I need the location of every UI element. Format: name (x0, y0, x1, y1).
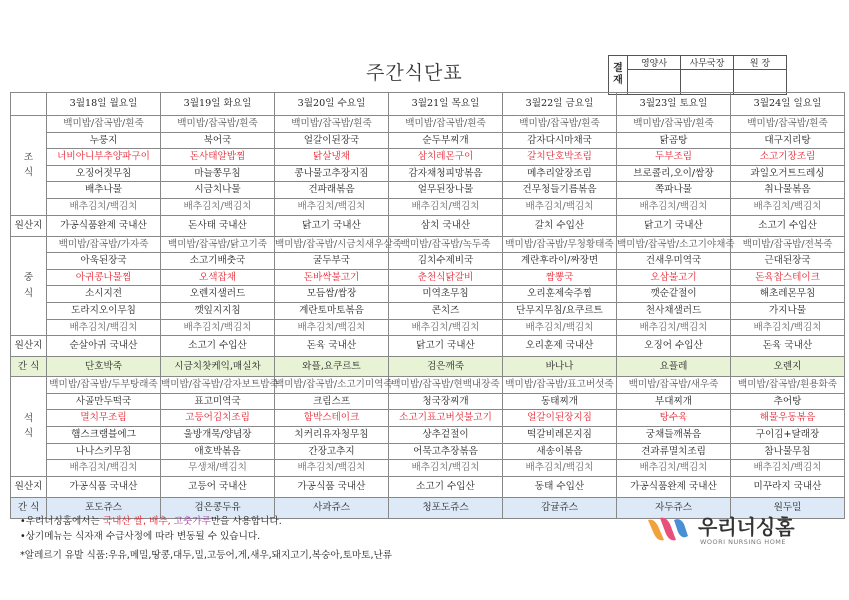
soup-item: 아욱된장국 (47, 253, 161, 270)
main-dish-item: 두부조림 (617, 149, 731, 166)
kimchi-item: 배추김치/백김치 (731, 460, 845, 477)
soup-item: 건새우미역국 (617, 253, 731, 270)
approval-sign-2 (681, 70, 734, 95)
main-dish-item: 돈사태알밥찜 (161, 149, 275, 166)
lunch-main-row (11, 269, 845, 286)
kimchi-item: 배추김치/백김치 (617, 198, 731, 215)
breakfast-side1-row (11, 165, 845, 182)
note-1-pre: •우리너싱홈에서는 (20, 516, 103, 527)
day-header: 3월24일 일요일 (731, 93, 845, 116)
soup-item: 감자다시마채국 (503, 132, 617, 149)
dinner-side2-row (11, 443, 845, 460)
kimchi-item: 배추김치/백김치 (389, 198, 503, 215)
side-dish-item: 궁채들깨볶음 (617, 426, 731, 443)
day-header: 3월21일 목요일 (389, 93, 503, 116)
main-dish-item: 아귀콩나물찜 (47, 269, 161, 286)
kimchi-item: 배추김치/백김치 (275, 460, 389, 477)
side-dish-item: 메추리알장조림 (503, 165, 617, 182)
rice-item: 백미밥/잡곡밥/두부탕래죽 (47, 377, 161, 394)
dinner-origin-row (11, 476, 845, 497)
origin-item: 닭고기 국내산 (389, 336, 503, 357)
rice-item: 백미밥/잡곡밥/흰죽 (47, 116, 161, 133)
side-dish-item: 간장고추지 (275, 443, 389, 460)
rice-item: 백미밥/잡곡밥/전복죽 (731, 236, 845, 253)
soup-item: 닭곰탕 (617, 132, 731, 149)
kimchi-item: 배추김치/백김치 (617, 319, 731, 336)
soup-item: 소고기배춧국 (161, 253, 275, 270)
kimchi-item: 배추김치/백김치 (47, 198, 161, 215)
origin-item: 가공식품완제 국내산 (617, 476, 731, 497)
side-dish-item: 나나스키무침 (47, 443, 161, 460)
main-dish-item: 해물우동볶음 (731, 410, 845, 427)
origin-item: 돈육 국내산 (275, 336, 389, 357)
side-dish-item: 마늘쫑무침 (161, 165, 275, 182)
side-dish-item: 단무지무침/요쿠르트 (503, 302, 617, 319)
snack-item: 검은깨죽 (389, 357, 503, 377)
side-dish-item: 건무청들기름볶음 (503, 182, 617, 199)
kimchi-item: 배추김치/백김치 (161, 319, 275, 336)
note-1-highlight-1: 국내산 쌀, 배추, (102, 516, 171, 527)
main-dish-item: 짬뽕국 (503, 269, 617, 286)
rice-item: 백미밥/잡곡밥/흰죽 (161, 116, 275, 133)
kimchi-item: 배추김치/백김치 (617, 460, 731, 477)
corner-cell (11, 93, 47, 116)
dinner-rice-row (11, 377, 845, 394)
side-dish-item: 콘치즈 (389, 302, 503, 319)
snack-item: 요플레 (617, 357, 731, 377)
side-dish-item: 얼무된장나물 (389, 182, 503, 199)
kimchi-item: 배추김치/백김치 (389, 460, 503, 477)
side-dish-item: 오리훈제숙주찜 (503, 286, 617, 303)
kimchi-item: 배추김치/백김치 (731, 198, 845, 215)
soup-item: 동태찌개 (503, 393, 617, 410)
breakfast-main-row (11, 149, 845, 166)
soup-item: 청국장찌개 (389, 393, 503, 410)
rice-item: 백미밥/잡곡밥/가자죽 (47, 236, 161, 253)
side-dish-item: 햄스크램블에그 (47, 426, 161, 443)
side-dish-item: 쪽파나물 (617, 182, 731, 199)
day-header: 3월18일 월요일 (47, 93, 161, 116)
note-line-2: •상기메뉴는 식자재 수급사정에 따라 변동될 수 있습니다. (20, 531, 261, 542)
side-dish-item: 도라지오이무침 (47, 302, 161, 319)
rice-item: 백미밥/잡곡밥/흰죽 (275, 116, 389, 133)
dinner-kimchi-row (11, 460, 845, 477)
breakfast-origin-row (11, 215, 845, 236)
dinner-label: 석식 (11, 377, 47, 477)
origin-label: 원산지 (11, 336, 47, 357)
origin-item: 소고기 수입산 (161, 336, 275, 357)
main-dish-item: 함박스테이크 (275, 410, 389, 427)
rice-item: 백미밥/잡곡밥/시금치새우살죽 (275, 236, 389, 253)
rice-item: 백미밥/잡곡밥/소고기야채죽 (617, 236, 731, 253)
approval-role-2: 사무국장 (681, 56, 734, 70)
side-dish-item: 치커리유자청무침 (275, 426, 389, 443)
approval-role-1: 영양사 (628, 56, 681, 70)
soup-item: 근대된장국 (731, 253, 845, 270)
main-dish-item: 소고기장조림 (731, 149, 845, 166)
origin-item: 닭고기 국내산 (275, 215, 389, 236)
origin-item: 갈치 수입산 (503, 215, 617, 236)
soup-item: 얼갈이된장국 (275, 132, 389, 149)
soup-item: 표고미역국 (161, 393, 275, 410)
rice-item: 백미밥/잡곡밥/녹두죽 (389, 236, 503, 253)
snack-item: 시금치찻케익,매실차 (161, 357, 275, 377)
lunch-label: 중식 (11, 236, 47, 336)
snack-item: 오렌지 (731, 357, 845, 377)
main-dish-item: 너비아니부추양파구이 (47, 149, 161, 166)
origin-item: 동태 수입산 (503, 476, 617, 497)
origin-item: 오징어 수입산 (617, 336, 731, 357)
kimchi-item: 무생채/백김치 (161, 460, 275, 477)
soup-item: 계란후라이/짜장면 (503, 253, 617, 270)
dinner-side1-row (11, 426, 845, 443)
rice-item: 백미밥/잡곡밥/새우죽 (617, 377, 731, 394)
day-header: 3월22일 금요일 (503, 93, 617, 116)
side-dish-item: 배추나물 (47, 182, 161, 199)
lunch-kimchi-row (11, 319, 845, 336)
side-dish-item: 오렌지샐러드 (161, 286, 275, 303)
rice-item: 백미밥/잡곡밥/닭고기죽 (161, 236, 275, 253)
breakfast-rice-row (11, 116, 845, 133)
snack1-row (11, 357, 845, 377)
snack-item: 와플,요쿠르트 (275, 357, 389, 377)
side-dish-item: 과일오거트드레싱 (731, 165, 845, 182)
side-dish-item: 천사채샐러드 (617, 302, 731, 319)
soup-item: 김치수제비국 (389, 253, 503, 270)
day-header: 3월20일 수요일 (275, 93, 389, 116)
approval-sign-3 (734, 70, 787, 95)
rice-item: 백미밥/잡곡밥/감자보트밥죽 (161, 377, 275, 394)
note-line-1 (20, 513, 282, 527)
day-header: 3월19일 화요일 (161, 93, 275, 116)
breakfast-soup-row (11, 132, 845, 149)
side-dish-item: 깻잎지지침 (161, 302, 275, 319)
lunch-side2-row (11, 302, 845, 319)
main-dish-item: 고등어김치조림 (161, 410, 275, 427)
main-dish-item: 삼치레몬구이 (389, 149, 503, 166)
dinner-main-row (11, 410, 845, 427)
snack-item: 단호박죽 (47, 357, 161, 377)
soup-item: 북어국 (161, 132, 275, 149)
main-dish-item: 오삼불고기 (617, 269, 731, 286)
side-dish-item: 브로콜리,오이/쌈장 (617, 165, 731, 182)
side-dish-item: 오징어젓무침 (47, 165, 161, 182)
snack-item: 원두밀 (731, 497, 845, 518)
snack-item: 사과쥬스 (275, 497, 389, 518)
origin-label: 원산지 (11, 215, 47, 236)
approval-sign-1 (628, 70, 681, 95)
side-dish-item: 애호박볶음 (161, 443, 275, 460)
side-dish-item: 감자채청피망볶음 (389, 165, 503, 182)
rice-item: 백미밥/잡곡밥/표고버섯죽 (503, 377, 617, 394)
main-dish-item: 소고기표고버섯불고기 (389, 410, 503, 427)
side-dish-item: 떡갈비레몬지짐 (503, 426, 617, 443)
kimchi-item: 배추김치/백김치 (389, 319, 503, 336)
soup-item: 추어탕 (731, 393, 845, 410)
snack-label: 간 식 (11, 497, 47, 518)
snack-label: 간 식 (11, 357, 47, 377)
day-header-row (11, 93, 845, 116)
side-dish-item: 참나물무침 (731, 443, 845, 460)
approval-label: 결재 (609, 56, 628, 95)
origin-label: 원산지 (11, 476, 47, 497)
rice-item: 백미밥/잡곡밥/흰죽 (389, 116, 503, 133)
page-title: 주간식단표 (366, 62, 463, 84)
origin-item: 가공식품완제 국내산 (47, 215, 161, 236)
origin-item: 고등어 국내산 (161, 476, 275, 497)
lunch-soup-row (11, 253, 845, 270)
kimchi-item: 배추김치/백김치 (161, 198, 275, 215)
side-dish-item: 시금치나물 (161, 182, 275, 199)
note-line-3: *알레르기 유발 식품:우유,메밀,땅콩,대두,밀,고등어,게,새우,돼지고기,복숭아,토마토,난류 (20, 550, 393, 561)
approval-box (608, 55, 787, 95)
main-dish-item: 갈치단호박조림 (503, 149, 617, 166)
origin-item: 삼치 국내산 (389, 215, 503, 236)
brand-logo-icon (646, 514, 690, 544)
lunch-rice-row (11, 236, 845, 253)
kimchi-item: 배추김치/백김치 (503, 460, 617, 477)
lunch-origin-row (11, 336, 845, 357)
snack-item: 자두쥬스 (617, 497, 731, 518)
soup-item: 부대찌개 (617, 393, 731, 410)
main-dish-item: 멸치무조림 (47, 410, 161, 427)
kimchi-item: 배추김치/백김치 (503, 198, 617, 215)
brand-name: 우리너싱홈 (698, 515, 795, 539)
soup-item: 누룽지 (47, 132, 161, 149)
side-dish-item: 상추겉절이 (389, 426, 503, 443)
brand-subtitle: WOORI NURSING HOME (700, 538, 787, 546)
breakfast-side2-row (11, 182, 845, 199)
origin-item: 오리훈제 국내산 (503, 336, 617, 357)
origin-item: 돈사태 국내산 (161, 215, 275, 236)
soup-item: 크림스프 (275, 393, 389, 410)
rice-item: 백미밥/잡곡밥/흰죽 (731, 116, 845, 133)
snack-item: 포도쥬스 (47, 497, 161, 518)
side-dish-item: 계란토마토볶음 (275, 302, 389, 319)
rice-item: 백미밥/잡곡밥/현백내장죽 (389, 377, 503, 394)
main-dish-item: 돈육찹스테이크 (731, 269, 845, 286)
origin-item: 가공식품 국내산 (47, 476, 161, 497)
main-dish-item: 얼갈이된장지짐 (503, 410, 617, 427)
kimchi-item: 배추김치/백김치 (731, 319, 845, 336)
main-dish-item: 오색잡채 (161, 269, 275, 286)
side-dish-item: 새송이볶음 (503, 443, 617, 460)
side-dish-item: 구이김+달래장 (731, 426, 845, 443)
rice-item: 백미밥/잡곡밥/흰죽 (617, 116, 731, 133)
soup-item: 순두부찌개 (389, 132, 503, 149)
kimchi-item: 배추김치/백김치 (275, 198, 389, 215)
soup-item: 굴두부국 (275, 253, 389, 270)
origin-item: 소고기 수입산 (389, 476, 503, 497)
rice-item: 백미밥/잡곡밥/무청황태죽 (503, 236, 617, 253)
side-dish-item: 깻순같절이 (617, 286, 731, 303)
side-dish-item: 취나물볶음 (731, 182, 845, 199)
snack-item: 감귤쥬스 (503, 497, 617, 518)
snack-item: 검은콩두유 (161, 497, 275, 518)
side-dish-item: 콩나물고추장지짐 (275, 165, 389, 182)
snack-item: 청포도쥬스 (389, 497, 503, 518)
snack-item: 바나나 (503, 357, 617, 377)
side-dish-item: 울방개묵/양념장 (161, 426, 275, 443)
side-dish-item: 견과류멸치조림 (617, 443, 731, 460)
side-dish-item: 어묵고추장볶음 (389, 443, 503, 460)
side-dish-item: 건파래볶음 (275, 182, 389, 199)
origin-item: 돈육 국내산 (731, 336, 845, 357)
kimchi-item: 배추김치/백김치 (47, 460, 161, 477)
origin-item: 순살아귀 국내산 (47, 336, 161, 357)
origin-item: 미꾸라지 국내산 (731, 476, 845, 497)
side-dish-item: 미역초무침 (389, 286, 503, 303)
side-dish-item: 소시지전 (47, 286, 161, 303)
note-1-post: 만을 사용합니다. (210, 516, 282, 527)
lunch-side1-row (11, 286, 845, 303)
day-header: 3월23일 토요일 (617, 93, 731, 116)
main-dish-item: 닭살냉채 (275, 149, 389, 166)
main-dish-item: 탕수육 (617, 410, 731, 427)
rice-item: 백미밥/잡곡밥/흰용화죽 (731, 377, 845, 394)
kimchi-item: 배추김치/백김치 (503, 319, 617, 336)
main-dish-item: 춘천식닭갈비 (389, 269, 503, 286)
soup-item: 사골만두떡국 (47, 393, 161, 410)
kimchi-item: 배추김치/백김치 (47, 319, 161, 336)
approval-role-3: 원 장 (734, 56, 787, 70)
dinner-soup-row (11, 393, 845, 410)
breakfast-kimchi-row (11, 198, 845, 215)
weekly-menu-table (10, 92, 845, 519)
soup-item: 대구지리탕 (731, 132, 845, 149)
side-dish-item: 해초레몬무침 (731, 286, 845, 303)
origin-item: 닭고기 국내산 (617, 215, 731, 236)
rice-item: 백미밥/잡곡밥/흰죽 (503, 116, 617, 133)
kimchi-item: 배추김치/백김치 (275, 319, 389, 336)
main-dish-item: 돈바싹불고기 (275, 269, 389, 286)
note-1-highlight-2: 고춧가루 (173, 516, 211, 527)
origin-item: 가공식품 국내산 (275, 476, 389, 497)
side-dish-item: 가지나물 (731, 302, 845, 319)
breakfast-label: 조식 (11, 116, 47, 216)
origin-item: 소고기 수입산 (731, 215, 845, 236)
side-dish-item: 모듬쌈/쌈장 (275, 286, 389, 303)
rice-item: 백미밥/잡곡밥/소고기미역죽 (275, 377, 389, 394)
